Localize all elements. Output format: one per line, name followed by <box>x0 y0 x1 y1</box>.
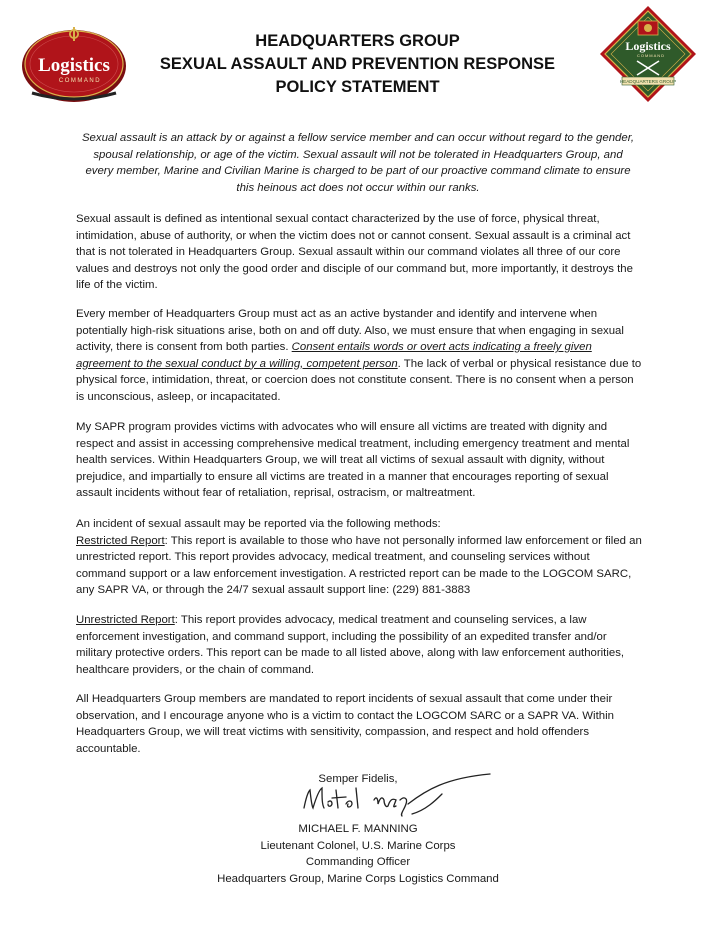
signer-unit: Headquarters Group, Marine Corps Logistics Command <box>217 872 499 885</box>
left-logo-subtext: COMMAND <box>58 78 102 84</box>
closing-salutation: Semper Fidelis, <box>318 773 398 785</box>
reporting-methods-paragraph <box>76 516 642 599</box>
restricted-report-label: Restricted Report <box>76 534 165 547</box>
right-logo-subtext: COMMAND <box>636 53 666 58</box>
restricted-report-body: : This report is available to those who have not personally informed law enforcement or filed an unrestricted report. This report provides advocacy, medical treatment, and counseling services without command support or a law enforcement investigation. A restricted report can be made to the LOGCOM SARC, any SAPR VA, or through the 24/7 sexual assault support line: (229) 881-3883 <box>76 534 642 596</box>
handwritten-signature <box>296 770 496 825</box>
reporting-lead: An incident of sexual assault may be reported via the following methods: <box>76 518 441 530</box>
unrestricted-report-label: Unrestricted Report <box>76 614 175 626</box>
left-logo-text: Logistics <box>38 55 110 76</box>
headquarters-group-logo-right <box>599 5 697 103</box>
definition-paragraph: Sexual assault is defined as intentional sexual contact characterized by the use of force, physical threat, intimidation, abuse of authority, or when the victim does not or cannot consent. Sexual assault is a criminal act that is not tolerated in Headquarters Group. Sexual assault within our command violates all three of our core values and destroys not only the good order and disciple of our command but, more importantly, it destroys the life of the victim. <box>76 213 633 291</box>
signer-title: Commanding Officer <box>305 856 411 868</box>
signer-name: MICHAEL F. MANNING <box>298 823 418 835</box>
mandate-paragraph: All Headquarters Group members are mandated to report incidents of sexual assault that come under their observation, and I encourage anyone who is a victim to contact the LOGCOM SARC or a SAPR VA. Within Headquarters Group, we will treat victims with sensitivity, compassion, and respect and hold offenders accountable. <box>76 693 614 755</box>
right-logo-banner: HEADQUARTERS GROUP <box>619 79 677 84</box>
signer-rank: Lieutenant Colonel, U.S. Marine Corps <box>260 839 456 852</box>
signature-block <box>180 821 536 887</box>
unrestricted-report-paragraph <box>76 612 642 678</box>
header-line-3: POLICY STATEMENT <box>275 78 440 96</box>
header-line-2: SEXUAL ASSAULT AND PREVENTION RESPONSE <box>159 55 556 73</box>
consent-definition: Consent entails words or overt acts indicating a freely given agreement to the sexual conduct by a willing, competent person <box>76 341 592 370</box>
bystander-text-b: . The lack of verbal or physical resistance due to physical force, intimidation, threat, or coercion does not constitute consent. There is no consent when a person is unconscious, asleep, or incapacitated. <box>76 357 642 403</box>
intro-statement: Sexual assault is an attack by or against a fellow service member and can occur without regard to the gender, spousal relationship, or age of the victim. Sexual assault will not be tolerated in Headquarters Group, and every member, Marine and Civilian Marine is charged to be part of our proactive command climate to ensure this heinous act does not occur within our ranks. <box>81 132 635 194</box>
unrestricted-report-body: : This report provides advocacy, medical treatment and counseling services, a law enforcement investigation, and command support, including the possibility of an expedited transfer and/or military protective orders. This report can be made to all listed above, along with law enforcement authorities, healthcare providers, or the chain of command. <box>76 614 625 676</box>
bystander-text-a: Every member of Headquarters Group must act as an active bystander and identify and intervene when potentially high-risk situations arise, both on and off duty. Also, we must ensure that when engaging in sexual activity, there is consent from both parties. <box>76 308 624 353</box>
sapr-program-paragraph: My SAPR program provides victims with advocates who will ensure all victims are treated with dignity and respect and assist in accessing comprehensive medical treatment, including emergency treatment and mental health services. Within Headquarters Group, we will treat all victims of sexual assault with dignity, without prejudice, and impartially to ensure all victims are treated in a manner that encourages reporting of sexual assault incidents without fear of retaliation, reprisal, ostracism, or maltreatment. <box>76 421 630 499</box>
header-line-1: HEADQUARTERS GROUP <box>255 32 460 50</box>
right-logo-text: Logistics <box>625 39 671 53</box>
bystander-paragraph <box>76 306 642 405</box>
